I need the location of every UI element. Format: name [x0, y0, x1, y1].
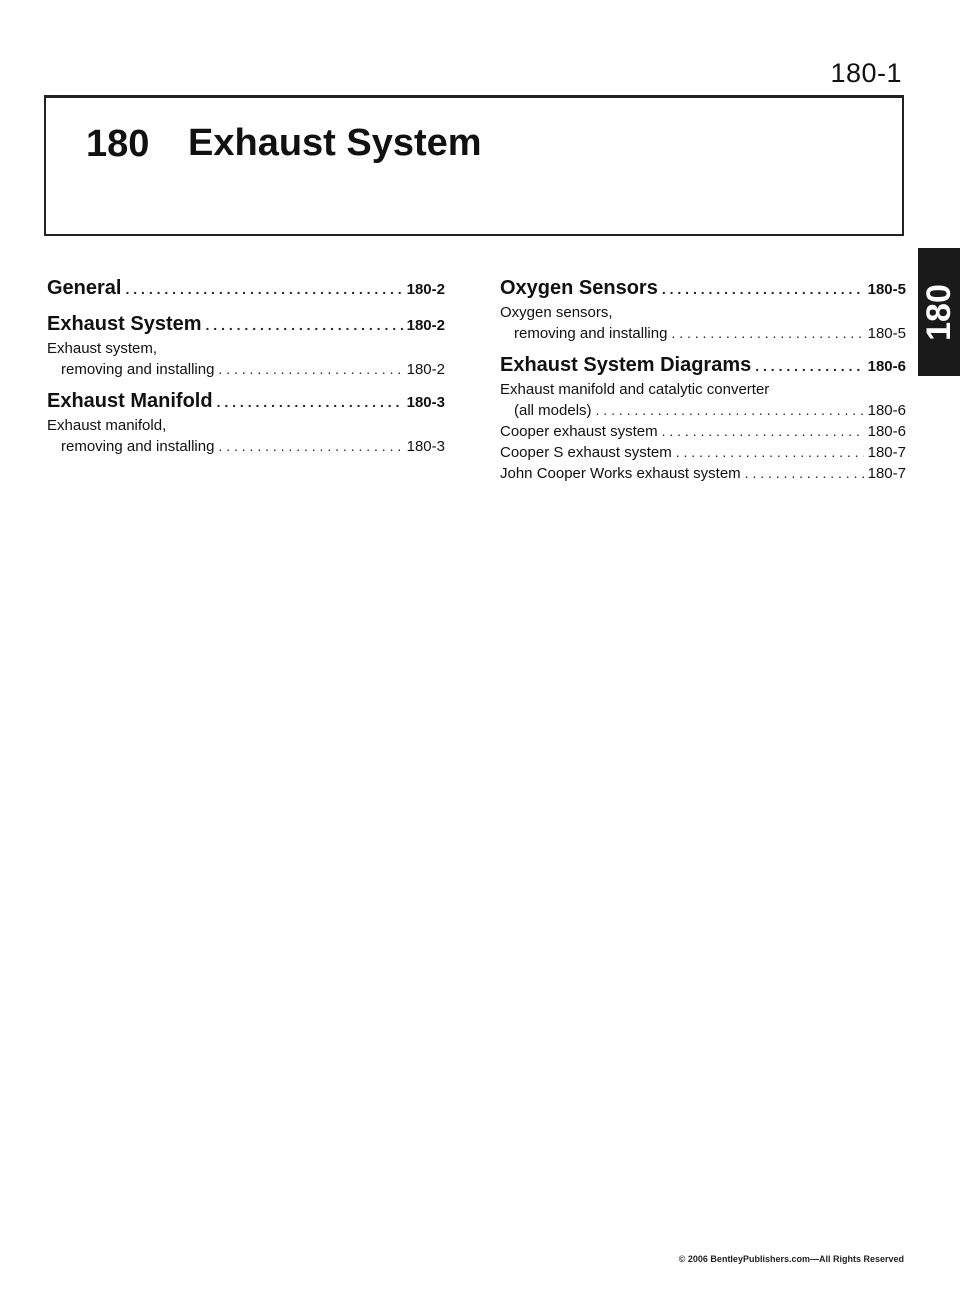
toc-subtopic-line: Exhaust manifold and catalytic converter	[500, 381, 770, 398]
toc-leader-dots	[755, 353, 863, 379]
toc-subtopic-entry[interactable]	[500, 463, 906, 484]
toc-subtopic-entry[interactable]	[500, 323, 906, 344]
toc-leader-dots	[218, 359, 402, 379]
toc-subtopic-entry[interactable]	[500, 421, 906, 442]
copyright-footer: © 2006 BentleyPublishers.com—All Rights Reserved	[678, 1254, 904, 1264]
toc-page-number: 180-6	[867, 358, 906, 375]
toc-subtopic-line: Oxygen sensors,	[500, 304, 613, 321]
toc-entry-label: removing and installing	[514, 325, 668, 342]
toc-entry-label: Cooper S exhaust system	[500, 444, 672, 461]
toc-page-number: 180-3	[406, 438, 445, 455]
toc-page-number: 180-2	[406, 281, 445, 298]
toc-leader-dots	[218, 436, 402, 456]
toc-page-number: 180-3	[406, 394, 445, 411]
toc-heading-entry[interactable]	[47, 311, 445, 339]
toc-right-column	[500, 275, 906, 484]
toc-subtopic-entry[interactable]	[500, 442, 906, 463]
toc-entry-label: removing and installing	[61, 438, 215, 455]
section-thumb-tab	[918, 248, 960, 376]
section-thumb-tab-label: 180	[919, 283, 958, 341]
toc-subtopic-entry[interactable]	[500, 400, 906, 421]
toc-entry-label: Exhaust Manifold	[47, 390, 213, 412]
toc-leader-dots	[662, 276, 864, 302]
toc-page-number: 180-2	[406, 317, 445, 334]
chapter-number: 180	[86, 123, 150, 165]
toc-page-number: 180-5	[867, 325, 906, 342]
toc-subtopic-line: Exhaust system,	[47, 340, 158, 357]
toc-entry-label: Cooper exhaust system	[500, 423, 658, 440]
chapter-title: Exhaust System	[188, 122, 482, 164]
toc-subtopic-line: Exhaust manifold,	[47, 417, 167, 434]
toc-leader-dots	[676, 442, 864, 462]
toc-heading-entry[interactable]	[47, 388, 445, 416]
toc-leader-dots	[596, 400, 864, 420]
toc-page-number: 180-7	[867, 465, 906, 482]
toc-entry-label: Exhaust System Diagrams	[500, 354, 752, 376]
toc-entry-label: Oxygen Sensors	[500, 277, 658, 299]
toc-page-number: 180-6	[867, 402, 906, 419]
toc-leader-dots	[671, 323, 863, 343]
toc-entry-label: General	[47, 277, 122, 299]
toc-leader-dots	[662, 421, 864, 441]
page-number: 180-1	[830, 58, 902, 88]
toc-entry-label: John Cooper Works exhaust system	[500, 465, 741, 482]
toc-page-number: 180-7	[867, 444, 906, 461]
toc-leader-dots	[217, 389, 403, 415]
toc-left-column	[47, 275, 445, 457]
toc-page-number: 180-6	[867, 423, 906, 440]
chapter-title-box	[44, 95, 904, 236]
toc-heading-entry[interactable]	[500, 275, 906, 303]
toc-entry-label: removing and installing	[61, 361, 215, 378]
toc-subtopic-entry[interactable]	[47, 436, 445, 457]
toc-page-number: 180-5	[867, 281, 906, 298]
toc-entry-label: (all models)	[514, 402, 592, 419]
toc-subtopic-entry[interactable]	[47, 359, 445, 380]
toc-leader-dots	[745, 463, 864, 483]
toc-heading-entry[interactable]	[500, 352, 906, 380]
toc-leader-dots	[206, 312, 403, 338]
toc-page-number: 180-2	[406, 361, 445, 378]
toc-leader-dots	[125, 276, 402, 302]
toc-entry-label: Exhaust System	[47, 313, 202, 335]
toc-heading-entry[interactable]	[47, 275, 445, 303]
